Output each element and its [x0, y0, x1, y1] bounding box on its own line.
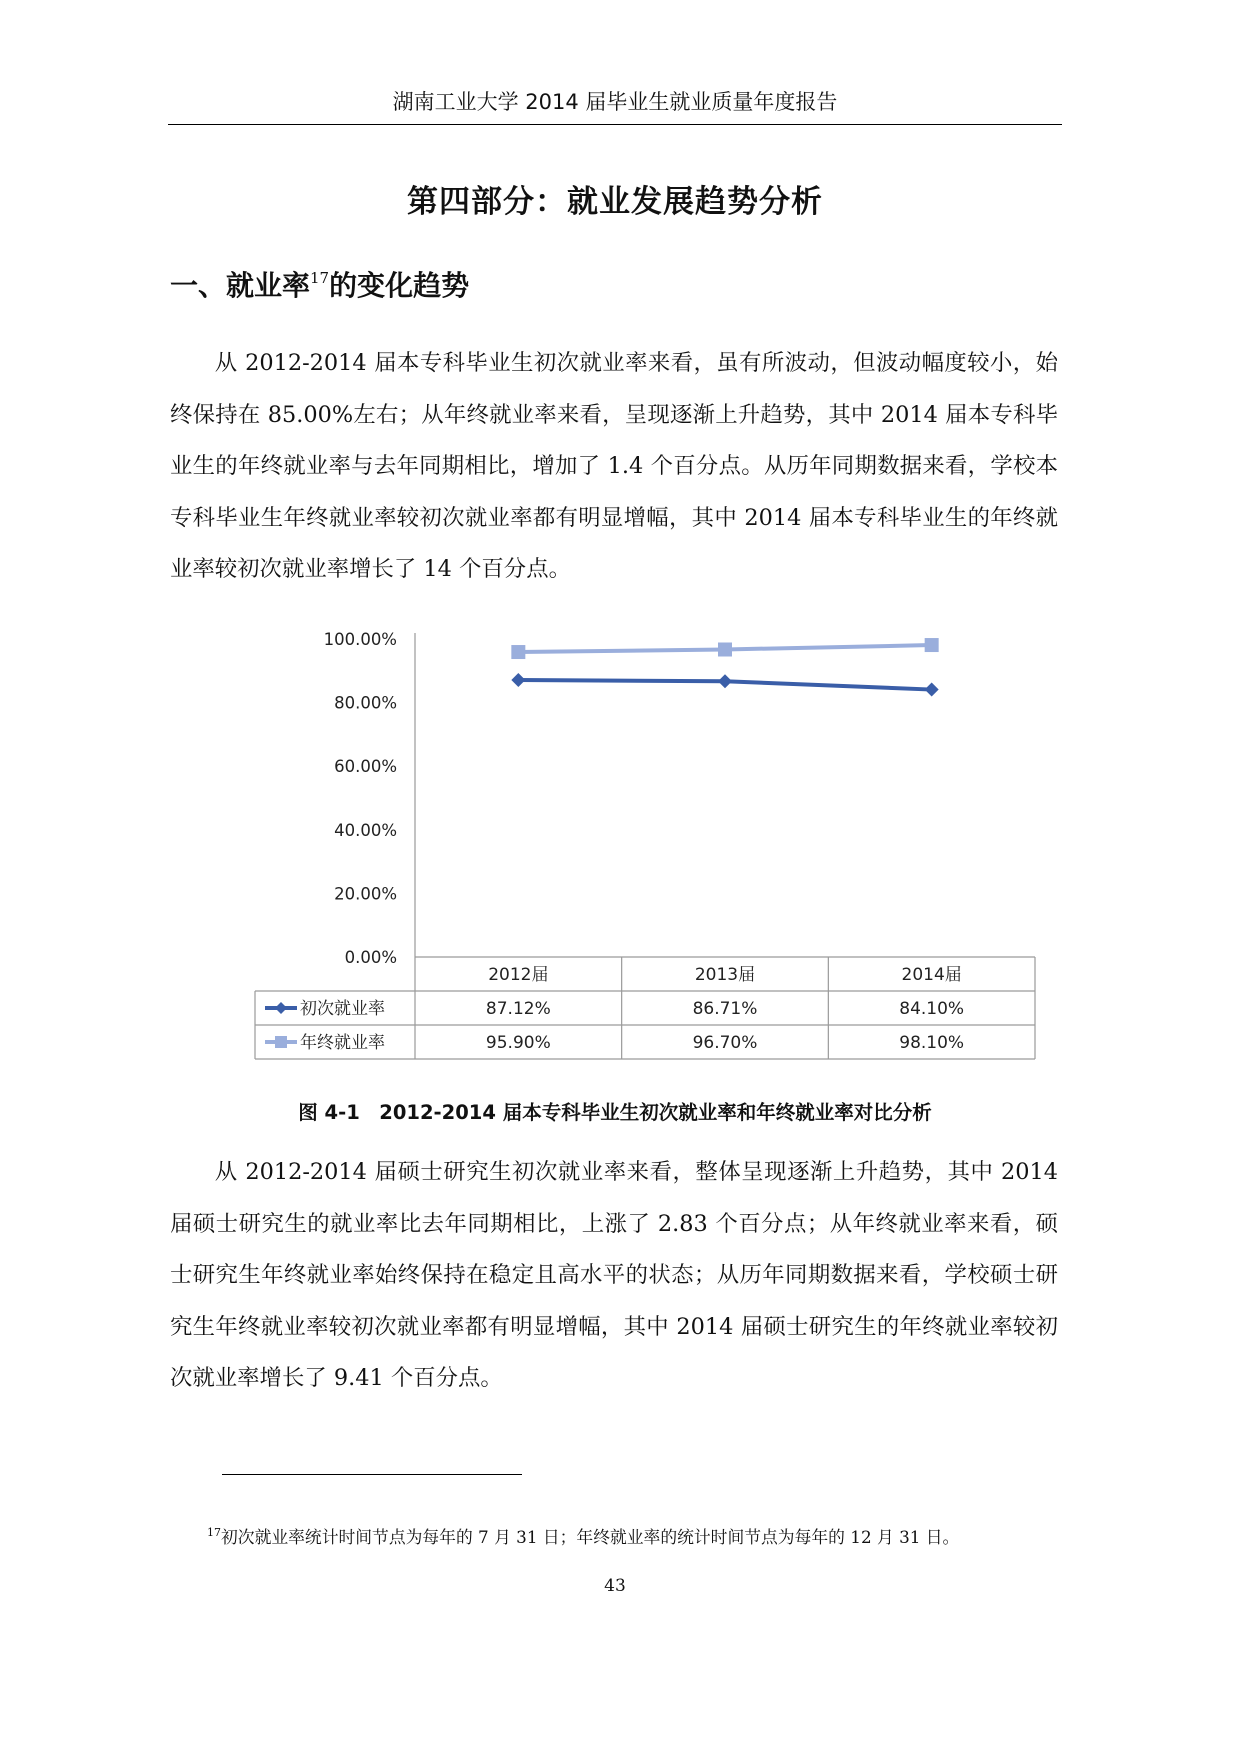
y-tick-label: 0.00%: [344, 948, 397, 967]
part-title: 第四部分：就业发展趋势分析: [407, 184, 823, 220]
data-point-square: [511, 645, 525, 659]
table-data-value: 86.71%: [692, 999, 758, 1019]
chart-svg: [250, 620, 1050, 1080]
y-tick-label: 40.00%: [334, 820, 397, 840]
data-point-diamond: [718, 674, 732, 688]
legend-key-square: [275, 1036, 287, 1048]
table-data-value: 98.10%: [899, 1033, 965, 1053]
footnote-divider: [222, 1474, 522, 1475]
x-category-label: 2013届: [694, 965, 756, 985]
legend-series-name: 初次就业率: [300, 999, 385, 1019]
data-point-diamond: [925, 683, 939, 697]
legend-key-diamond: [275, 1002, 287, 1014]
running-header: 湖南工业大学 2014 届毕业生就业质量年度报告: [392, 90, 838, 114]
x-category-label: 2014届: [901, 965, 962, 985]
data-point-square: [718, 642, 732, 656]
page-number: 43: [604, 1576, 626, 1596]
footnote: [207, 1524, 1067, 1548]
footnote-text: 初次就业率统计时间节点为每年的 7 月 31 日；年终就业率的统计时间节点为每年的 12 月 31 日。: [221, 1527, 960, 1547]
section-title-suffix: 的变化趋势: [329, 269, 470, 302]
figure-caption: 图 4-1 2012-2014 届本专科毕业生初次就业率和年终就业率对比分析: [298, 1101, 932, 1124]
y-tick-label: 100.00%: [323, 630, 397, 649]
header-divider: [168, 124, 1062, 125]
data-point-diamond: [511, 673, 525, 687]
section-title: [170, 264, 469, 304]
paragraph-undergraduate: 从 2012-2014 届本专科毕业生初次就业率来看，虽有所波动，但波动幅度较小，始终保持在 85.00%左右；从年终就业率来看，呈现逐渐上升趋势，其中 2014 届本专科毕业生的年终就业率与去年同期相比，增加了 1.4 个百分点。从历年同期数据来看，学校本专科毕业生年终就业率较初次就业率都有明显增幅，其中 2014 届本专科毕业生的年终就业率较初次就业率增长了 14 个百分点。: [170, 350, 1058, 582]
section-title-text: 一、就业率: [170, 269, 311, 302]
table-data-value: 95.90%: [485, 1033, 551, 1053]
table-data-value: 84.10%: [899, 999, 965, 1019]
footnote-reference[interactable]: 17: [310, 269, 330, 287]
legend-series-name: 年终就业率: [300, 1033, 385, 1053]
y-tick-label: 20.00%: [334, 884, 397, 904]
footnote-marker: 17: [207, 1526, 221, 1539]
table-data-value: 96.70%: [692, 1033, 758, 1053]
y-tick-label: 80.00%: [334, 693, 397, 713]
employment-rate-chart: [250, 620, 1050, 1080]
x-category-label: 2012届: [488, 965, 549, 985]
data-point-square: [925, 638, 939, 652]
y-tick-label: 60.00%: [334, 757, 397, 777]
table-data-value: 87.12%: [485, 999, 551, 1019]
paragraph-graduate: 从 2012-2014 届硕士研究生初次就业率来看，整体呈现逐渐上升趋势，其中 2014 届硕士研究生的就业率比去年同期相比，上涨了 2.83 个百分点；从年终就业率来看，硕士研究生年终就业率始终保持在稳定且高水平的状态；从历年同期数据来看，学校硕士研究生年终就业率较初次就业率都有明显增幅，其中 2014 届硕士研究生的年终就业率较初次就业率增长了 9.41 个百分点。: [170, 1159, 1058, 1391]
